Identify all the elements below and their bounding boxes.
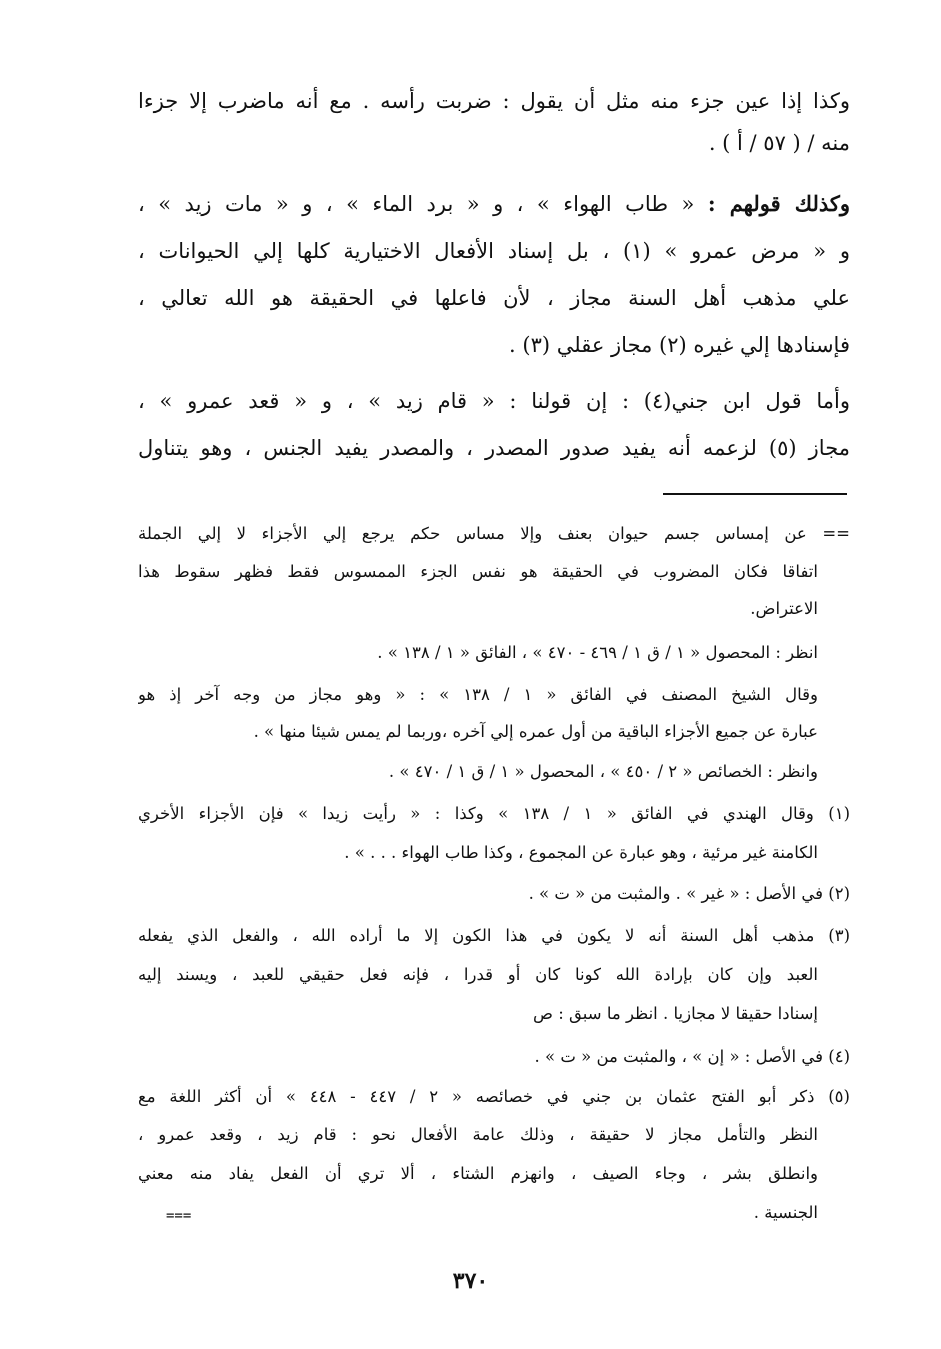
footnote-line: اتفاقا فكان المضروب في الحقيقة هو نفس الجزء الممسوس فقط فظهر سقوط هذا — [138, 562, 818, 581]
footnote-line: النظر والتأمل مجاز لا حقيقة ، وذلك عامة الأفعال نحو : قام زيد ، وقعد عمرو ، — [138, 1125, 818, 1144]
paragraph-lead: وكذلك قولهم : — [707, 191, 850, 216]
footnote-line: انظر : المحصول « ١ / ق ١ / ٤٦٩ - ٤٧٠ » ، الفائق « ١ / ١٣٨ » . — [377, 643, 818, 662]
page-number: ٣٧٠ — [452, 1268, 489, 1294]
footnote-separator — [663, 493, 847, 495]
footnote-2: (٢) في الأصل : « غير » . والمثبت من « ت » . — [528, 884, 850, 903]
footnote-5: (٥) ذكر أبو الفتح عثمان بن جني في خصائصه « ٢ / ٤٤٧ - ٤٤٨ » أن أكثر اللغة مع — [138, 1087, 850, 1106]
footnote-4: (٤) في الأصل : « إن » ، والمثبت من « ت » . — [534, 1047, 850, 1066]
footnote-line: إسنادا حقيقا لا مجازيا . انظر ما سبق : ص — [533, 1004, 818, 1023]
footnote-line: الجنسية . — [753, 1203, 818, 1222]
footnote-line: وقال الشيخ المصنف في الفائق « ١ / ١٣٨ » : « وهو مجاز من وجه آخر إذ هو — [138, 685, 818, 704]
footnote-line: == عن إمساس جسم حيوان بعنف وإلا مساس حكم يرجع إلي الأجزاء لا إلي الجملة — [138, 524, 850, 543]
footnote-line: العبد وإن كان بإرادة الله كونا كان أو قدرا ، فإنه فعل حقيقي للعبد ، ويسند إليه — [138, 965, 818, 984]
footnote-line: الاعتراض. — [750, 599, 818, 618]
main-text-span: « طاب الهواء » ، و « برد الماء » ، و « مات زيد » ، — [138, 192, 695, 216]
main-text-line: فإسنادها إلي غيره (٢) مجاز عقلي (٣) . — [509, 333, 850, 357]
footnote-line: عبارة عن جميع الأجزاء الباقية من أول عمره إلي آخره ،وربما لم يمس شيئا منها » . — [253, 722, 818, 741]
main-text-line: وكذا إذا عين جزء منه مثل أن يقول : ضربت رأسه . مع أنه ماضرب إلا جزءا — [138, 89, 850, 113]
main-text-line: علي مذهب أهل السنة مجاز ، لأن فاعلها في الحقيقة هو الله تعالي ، — [138, 286, 850, 310]
main-text-line: و « مرض عمرو » (١) ، بل إسناد الأفعال الاختيارية كلها إلي الحيوانات ، — [138, 239, 850, 263]
footnote-3: (٣) مذهب أهل السنة أنه لا يكون في هذا الكون إلا ما أراده الله ، والفعل الذي يفعله — [138, 926, 850, 945]
footnote-line: وانظر : الخصائص « ٢ / ٤٥٠ » ، المحصول « ١ / ق ١ / ٤٧٠ » . — [388, 762, 818, 781]
main-text-line: مجاز (٥) لزعمه أنه يفيد صدور المصدر ، والمصدر يفيد الجنس ، وهو يتناول — [138, 436, 850, 460]
main-text-line — [138, 189, 850, 221]
main-text-line: وأما قول ابن جني(٤) : إن قولنا : « قام زيد » ، و « قعد عمرو » ، — [138, 389, 850, 413]
continuation-marker: === — [166, 1208, 192, 1224]
footnote-1: (١) وقال الهندي في الفائق « ١ / ١٣٨ » وكذا : « رأيت زيدا » فإن الأجزاء الأخري — [138, 804, 850, 823]
footnote-line: الكامنة غير مرئية ، وهو عبارة عن المجموع ، وكذا طاب الهواء . . . » . — [344, 843, 818, 862]
footnote-line: وانطلق بشر ، وجاء الصيف ، وانهزم الشتاء ، ألا تري أن الفعل يفاد منه معني — [138, 1164, 818, 1183]
main-text-line: منه / ( ٥٧ / أ ) . — [708, 131, 850, 155]
